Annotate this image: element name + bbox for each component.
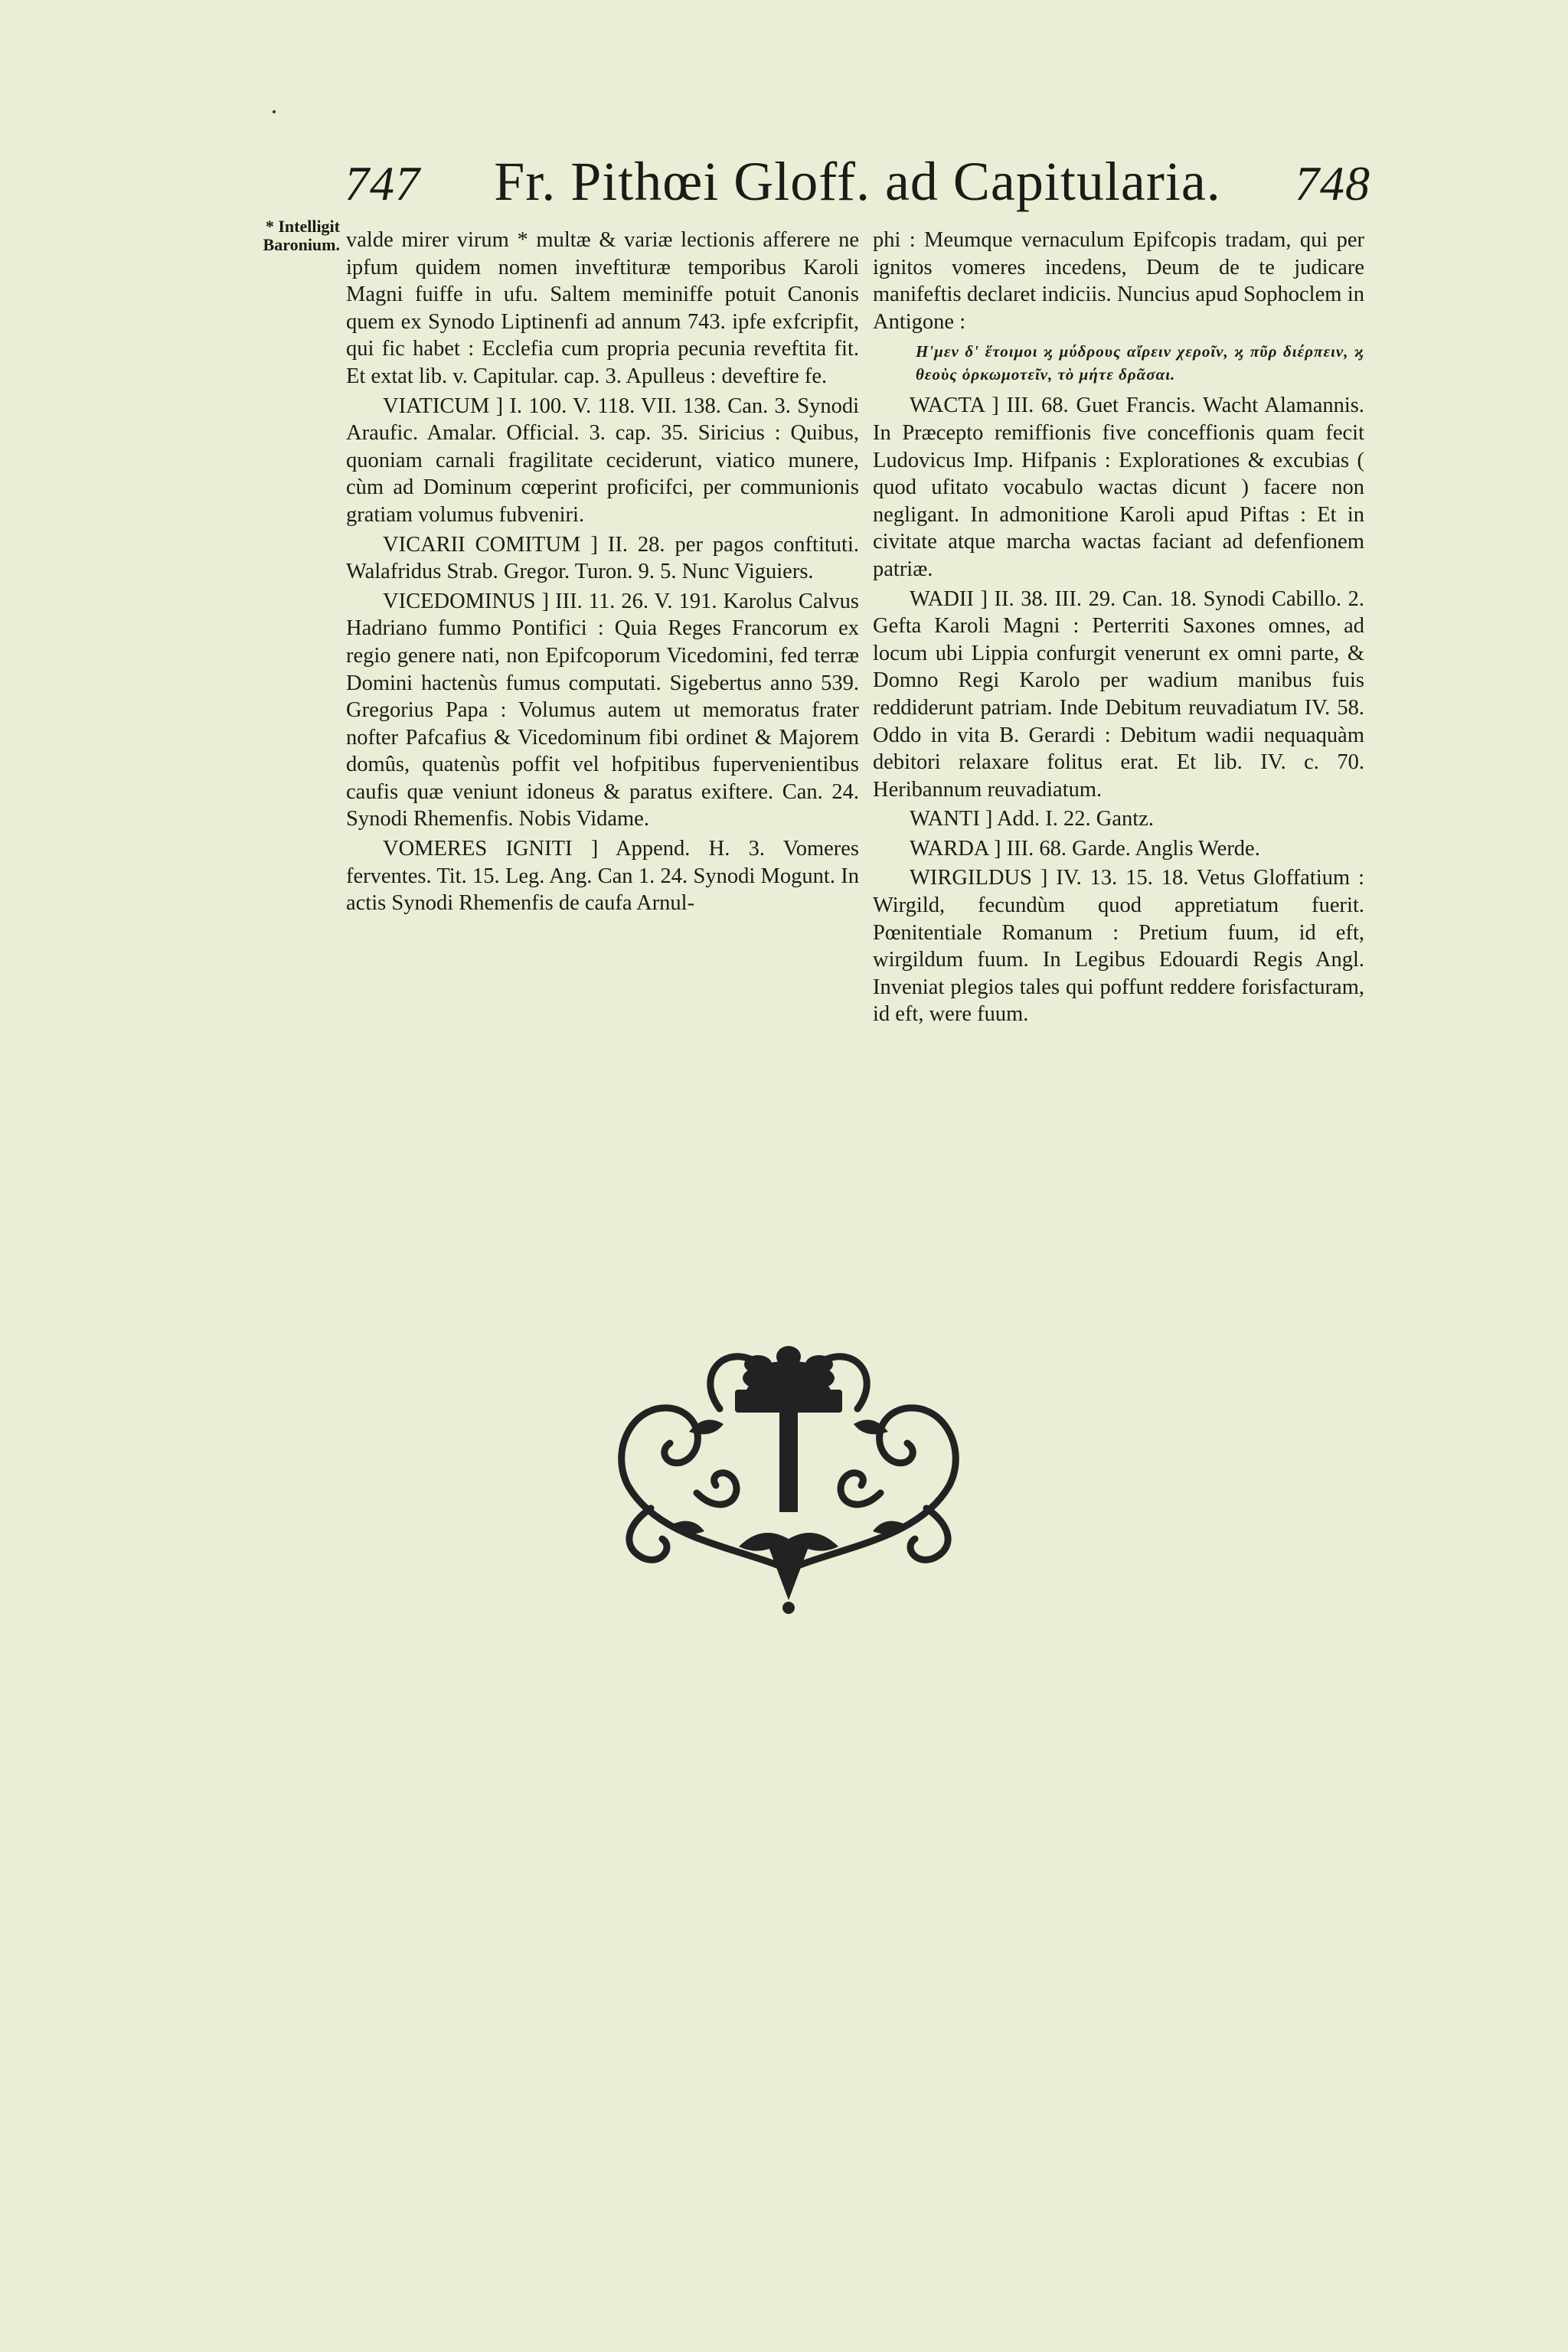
entry-warda: WARDA ] III. 68. Garde. Anglis Werde. xyxy=(910,836,1260,861)
entry-wirgildus: WIRGILDUS ] IV. 13. 15. 18. Vetus Gloffatium : Wirgild, fecundùm quod appretiatum fuerit. Pœnitentiale Romanum : Pretium fuum, id eft, wirgildum fuum. In Legibus Edouardi Regis Angl. Inveniat plegios tales qui poffunt reddere forisfacturam, id eft, were fuum. xyxy=(873,866,1364,1027)
page-number-right: 748 xyxy=(1295,156,1370,211)
left-column xyxy=(346,227,859,917)
greek-quotation: H'μεν δ' ἕτοιμοι ϗ μύδρους αἴρειν χεροῖν, ϗ πῦρ διέρπειν, ϗ θεοὺς ὁρκωμοτεῖν, τὸ μήτε δρᾶσαι. xyxy=(916,342,1364,384)
entry-vicarii-comitum: VICARII COMITUM ] II. 28. per pagos conftituti. Walafridus Strab. Gregor. Turon. 9. 5. Nunc Viguiers. xyxy=(346,532,859,584)
entry-viaticum: VIATICUM ] I. 100. V. 118. VII. 138. Can. 3. Synodi Araufic. Amalar. Official. 3. cap. 35. Siricius : Quibus, quoniam carnali fragilitate ceciderunt, viatico munere, cùm ad Dominum cœperint proficifci, per communionis gratiam volumus fubveniri. xyxy=(346,394,859,527)
page-number-left: 747 xyxy=(345,156,420,211)
page-title: Fr. Pithœi Gloff. ad Capitularia. xyxy=(494,151,1221,212)
entry-wadii: WADII ] II. 38. III. 29. Can. 18. Synodi Cabillo. 2. Gefta Karoli Magni : Perterriti Saxones omnes, ad locum ubi Lippia confurgit venerunt ex omni parte, & Domno Regi Karolo per wadium manibus fuis reddiderunt patriam. Inde Debitum reuvadiatum IV. 58. Oddo in vita B. Gerardi : Debitum wadii nequaquàm debitori relaxare folitus erat. Et lib. IV. c. 70. Heribannum reuvadiatum. xyxy=(873,586,1364,802)
right-column xyxy=(873,227,1364,1028)
paragraph: valde mirer virum * multæ & variæ lectionis afferere ne ipfum quidem nomen inveftituræ temporibus Karoli Magni fuiffe in ufu. Saltem meminiffe potuit Canonis quem ex Synodo Liptinenfi ad annum 743. ipfe exfcripfit, qui fic habet : Ecclefia cum propria pecunia reveftita fit. Et extat lib. v. Capitular. cap. 3. Apulleus : deveftire fe. xyxy=(346,228,859,388)
ink-speck xyxy=(273,110,276,113)
entry-vomeres-igniti: VOMERES IGNITI ] Append. H. 3. Vomeres ferventes. Tit. 15. Leg. Ang. Can 1. 24. Synodi Mogunt. In actis Synodi Rhemenfis de caufa Arnul- xyxy=(346,837,859,916)
paragraph: phi : Meumque vernaculum Epifcopis tradam, qui per ignitos vomeres incedens, Deum de te judicare manifeftis declaret indiciis. Nuncius apud Sophoclem in Antigone : xyxy=(873,228,1364,334)
entry-wanti: WANTI ] Add. I. 22. Gantz. xyxy=(910,807,1154,831)
entry-wacta: WACTA ] III. 68. Guet Francis. Wacht Alamannis. In Præcepto remiffionis five conceffionis quam fecit Ludovicus Imp. Hifpanis : Explorationes & excubias ( quod ufitato vocabulo wactas dicunt ) facere non negligant. In admonitione Karoli apud Piftas : Et in civitate atque marcha wactas faciant ad defenfionem patriæ. xyxy=(873,394,1364,581)
entry-vicedominus: VICEDOMINUS ] III. 11. 26. V. 191. Karolus Calvus Hadriano fummo Pontifici : Quia Reges Francorum ex regio genere nati, non Epifcoporum Vicedomini, fed terræ Domini hactenùs fumus computati. Sigebertus anno 539. Gregorius Papa : Volumus autem ut memoratus frater nofter Pafcafius & Vicedominum fibi ordinet & Majorem domûs, quatenùs poffit vel hofpitibus fupervenientibus caufis quæ veniunt idoneus & paratus exiftere. Can. 24. Synodi Rhemenfis. Nobis Vidame. xyxy=(346,589,859,831)
running-header xyxy=(345,150,1370,219)
margin-note: * Intelligit Baronium. xyxy=(263,217,340,254)
ornament-tailpiece-icon xyxy=(605,1317,972,1623)
